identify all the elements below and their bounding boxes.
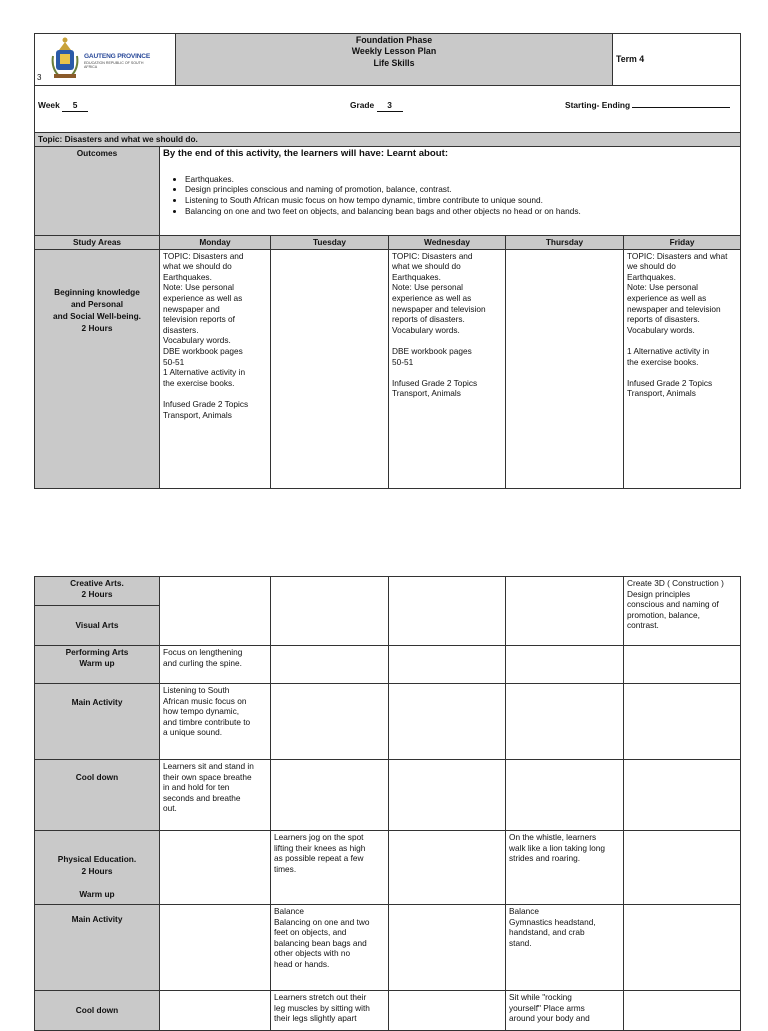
- maa-monday-cell: [160, 684, 271, 760]
- cell-line: [392, 367, 502, 378]
- cell-line: promotion, balance,: [627, 609, 700, 620]
- cell-line: DBE workbook pages: [392, 345, 472, 356]
- ca-wednesday-cell: [389, 577, 506, 646]
- cell-line: DBE workbook pages: [163, 345, 243, 356]
- lesson-plan-table-bottom: [34, 576, 741, 1031]
- label-line: Physical Education.: [57, 854, 137, 864]
- cell-line: Learners sit and stand in: [163, 761, 254, 771]
- label-line: 2 Hours: [81, 865, 113, 876]
- cell-line: African music focus on: [163, 695, 247, 706]
- pa-monday-cell: [160, 646, 271, 684]
- logo-cell: [35, 34, 176, 86]
- gauteng-logo: [51, 36, 161, 82]
- cell-line: Listening to South: [163, 685, 230, 695]
- cell-line: Earthquakes.: [163, 271, 212, 282]
- cell-line: other objects with no: [274, 948, 351, 959]
- grade-value: 3: [377, 100, 403, 112]
- cell-line: reports of disasters.: [627, 314, 700, 325]
- cell-line: their own space breathe: [163, 771, 252, 782]
- cell-line: how tempo dynamic,: [163, 706, 240, 717]
- outcomes-intro: By the end of this activity, the learners will have: Learnt about:: [163, 147, 449, 159]
- cell-line: 50-51: [163, 356, 185, 367]
- cda-monday-cell: [160, 760, 271, 831]
- cell-line: Vocabulary words.: [627, 324, 695, 335]
- cda-friday-cell: [624, 760, 741, 831]
- study-area-beginning-knowledge: [35, 249, 160, 488]
- cell-line: experience as well as: [163, 292, 243, 303]
- cell-line: out.: [163, 803, 177, 814]
- label-line: and Personal: [70, 298, 124, 309]
- label-line: 2 Hours: [81, 589, 113, 599]
- ca-thursday-cell: [506, 577, 624, 646]
- cell-line: Gymnastics headstand,: [509, 916, 596, 927]
- ca-friday-cell: [624, 577, 741, 646]
- cell-line: seconds and breathe: [163, 792, 241, 803]
- page-number: 3: [37, 73, 42, 83]
- cell-line: 50-51: [392, 356, 414, 367]
- cell-line: what we should do: [163, 261, 232, 272]
- cda-thursday-cell: [506, 760, 624, 831]
- cell-line: 1 Alternative activity in: [163, 367, 246, 378]
- cell-line: and curling the spine.: [163, 657, 242, 668]
- cdpe-thursday-cell: [506, 991, 624, 1031]
- cell-line: [163, 388, 267, 399]
- maa-tuesday-cell: [271, 684, 389, 760]
- cell-line: in and hold for ten: [163, 782, 230, 793]
- study-area-visual-arts: Visual Arts: [35, 606, 160, 646]
- pe-tuesday-cell: [271, 831, 389, 905]
- pe-monday-cell: [160, 831, 271, 905]
- cell-line: head or hands.: [274, 958, 330, 969]
- cell-line: Earthquakes.: [392, 271, 441, 282]
- study-area-main-activity-pe: Main Activity: [35, 905, 160, 991]
- cell-line: strides and roaring.: [509, 853, 581, 864]
- pa-wednesday-cell: [389, 646, 506, 684]
- cell-line: Transport, Animals: [627, 388, 696, 399]
- cell-line: Learners jog on the spot: [274, 832, 364, 842]
- cell-line: newspaper and television: [627, 303, 721, 314]
- cell-line: balancing bean bags and: [274, 937, 367, 948]
- cell-line: what we should do: [392, 261, 461, 272]
- lesson-plan-table-main: [34, 85, 741, 489]
- cell-line: Design principles: [627, 588, 691, 599]
- cell-line: Earthquakes.: [627, 271, 676, 282]
- outcome-item: • Balancing on one and two feet on objects, and balancing bean bags and other objects no head or on hands.: [185, 206, 737, 217]
- cell-line: feet on objects, and: [274, 927, 347, 938]
- cell-line: TOPIC: Disasters and: [392, 250, 473, 261]
- bk-wednesday-cell: [389, 249, 506, 488]
- cell-line: handstand, and crab: [509, 927, 585, 938]
- maa-wednesday-cell: [389, 684, 506, 760]
- bk-friday-cell: [624, 249, 741, 488]
- cell-line: [627, 367, 737, 378]
- cell-line: Create 3D ( Construction ): [627, 578, 724, 588]
- cell-line: newspaper and television: [392, 303, 486, 314]
- title-cell: [176, 34, 613, 86]
- outcomes-content: [160, 146, 741, 235]
- bk-monday-cell: [160, 249, 271, 488]
- mape-thursday-cell: [506, 905, 624, 991]
- cell-line: contrast.: [627, 620, 659, 631]
- mape-wednesday-cell: [389, 905, 506, 991]
- pa-tuesday-cell: [271, 646, 389, 684]
- mape-friday-cell: [624, 905, 741, 991]
- col-header-monday: Monday: [160, 235, 271, 249]
- cell-line: Note: Use personal: [627, 282, 699, 293]
- study-area-physical-education: [35, 831, 160, 905]
- label-line: Creative Arts.: [70, 578, 124, 588]
- pe-friday-cell: [624, 831, 741, 905]
- cell-line: Vocabulary words.: [163, 335, 231, 346]
- cell-line: newspaper and: [163, 303, 220, 314]
- label-line: 2 Hours: [81, 323, 113, 334]
- title-line-2: Weekly Lesson Plan: [351, 46, 437, 57]
- cell-line: TOPIC: Disasters and what: [627, 250, 728, 261]
- cdpe-tuesday-cell: [271, 991, 389, 1031]
- study-area-cool-down-arts: Cool down: [35, 760, 160, 831]
- outcomes-label: Outcomes: [35, 146, 160, 235]
- study-area-main-activity-arts: Main Activity: [35, 684, 160, 760]
- cell-line: TOPIC: Disasters and: [163, 250, 244, 261]
- col-header-tuesday: Tuesday: [271, 235, 389, 249]
- mape-tuesday-cell: [271, 905, 389, 991]
- bk-tuesday-cell: [271, 249, 389, 488]
- cell-line: television reports of: [163, 314, 235, 325]
- pe-wednesday-cell: [389, 831, 506, 905]
- topic-row: Topic: Disasters and what we should do.: [35, 133, 741, 147]
- cda-tuesday-cell: [271, 760, 389, 831]
- outcome-item: • Listening to South African music focus on how tempo dynamic, timbre contribute to unique sound.: [185, 195, 737, 206]
- term-label: Term 4: [616, 54, 645, 65]
- cell-line: yourself" Place arms: [509, 1002, 585, 1013]
- cell-line: Note: Use personal: [392, 282, 464, 293]
- cell-line: reports of disasters.: [392, 314, 465, 325]
- outcome-item: • Design principles conscious and naming of promotion, balance, contrast.: [185, 184, 737, 195]
- cell-line: [392, 335, 502, 346]
- maa-friday-cell: [624, 684, 741, 760]
- bk-thursday-cell: [506, 249, 624, 488]
- cell-line: [627, 335, 737, 346]
- cell-line: around your body and: [509, 1013, 590, 1024]
- outcome-item: • Earthquakes.: [185, 174, 737, 185]
- cell-line: and timbre contribute to: [163, 716, 251, 727]
- cell-line: times.: [274, 863, 297, 874]
- cell-line: Focus on lengthening: [163, 647, 243, 657]
- cell-line: experience as well as: [627, 292, 707, 303]
- title-line-3: Life Skills: [373, 57, 415, 68]
- cell-line: experience as well as: [392, 292, 472, 303]
- cell-line: Learners stretch out their: [274, 992, 367, 1002]
- cell-line: lifting their knees as high: [274, 842, 366, 853]
- cell-line: the exercise books.: [627, 356, 699, 367]
- title-line-1: Foundation Phase: [355, 35, 433, 45]
- cell-line: Sit while "rocking: [509, 992, 572, 1002]
- cell-line: Note: Use personal: [163, 282, 235, 293]
- cell-line: their legs slightly apart: [274, 1013, 357, 1024]
- cell-line: Balance: [274, 906, 304, 916]
- cell-line: Balance: [509, 906, 539, 916]
- label-line: Performing Arts: [65, 647, 129, 657]
- logo-text: GAUTENG PROVINCE: [84, 53, 151, 60]
- cell-line: leg muscles by sitting with: [274, 1002, 370, 1013]
- cell-line: Vocabulary words.: [392, 324, 460, 335]
- cell-line: a unique sound.: [163, 727, 223, 738]
- ca-tuesday-cell: [271, 577, 389, 646]
- cdpe-wednesday-cell: [389, 991, 506, 1031]
- cell-line: 1 Alternative activity in: [627, 345, 710, 356]
- outcomes-list: [163, 174, 737, 217]
- cda-wednesday-cell: [389, 760, 506, 831]
- label-line: Beginning knowledge: [54, 286, 140, 297]
- week-grade-row: [35, 86, 741, 133]
- cell-line: walk like a lion taking long: [509, 842, 605, 853]
- cell-line: Infused Grade 2 Topics: [627, 377, 713, 388]
- cell-line: conscious and naming of: [627, 599, 719, 610]
- cell-line: Infused Grade 2 Topics: [392, 377, 478, 388]
- cell-line: Balancing on one and two: [274, 916, 370, 927]
- pe-thursday-cell: [506, 831, 624, 905]
- cell-line: the exercise books.: [163, 377, 235, 388]
- col-header-study-areas: Study Areas: [35, 235, 160, 249]
- cell-line: Transport, Animals: [392, 388, 461, 399]
- cell-line: as possible repeat a few: [274, 853, 364, 864]
- label-line: Warm up: [79, 888, 115, 899]
- col-header-thursday: Thursday: [506, 235, 624, 249]
- week-value: 5: [62, 100, 88, 112]
- label-line: and Social Well-being.: [53, 311, 141, 321]
- pa-friday-cell: [624, 646, 741, 684]
- lesson-plan-table-top: [34, 33, 741, 86]
- cdpe-friday-cell: [624, 991, 741, 1031]
- study-area-creative-arts: [35, 577, 160, 606]
- mape-monday-cell: [160, 905, 271, 991]
- cell-line: disasters.: [163, 324, 199, 335]
- col-header-friday: Friday: [624, 235, 741, 249]
- cell-line: stand.: [509, 937, 532, 948]
- term-cell: [613, 34, 741, 86]
- label-line: Warm up: [79, 658, 115, 668]
- starting-ending-label: Starting- Ending: [565, 100, 631, 110]
- week-label: Week: [38, 100, 60, 110]
- col-header-wednesday: Wednesday: [389, 235, 506, 249]
- starting-ending-blank: [632, 107, 730, 108]
- ca-monday-cell: [160, 577, 271, 646]
- cell-line: On the whistle, learners: [509, 832, 597, 842]
- cell-line: Transport, Animals: [163, 409, 232, 420]
- cdpe-monday-cell: [160, 991, 271, 1031]
- maa-thursday-cell: [506, 684, 624, 760]
- cell-line: Infused Grade 2 Topics: [163, 398, 249, 409]
- cell-line: we should do: [627, 261, 676, 272]
- pa-thursday-cell: [506, 646, 624, 684]
- study-area-cool-down-pe: Cool down: [35, 991, 160, 1031]
- study-area-performing-arts: [35, 646, 160, 684]
- grade-label: Grade: [350, 100, 375, 110]
- logo-subtext: EDUCATION REPUBLIC OF SOUTH AFRICA: [84, 61, 144, 70]
